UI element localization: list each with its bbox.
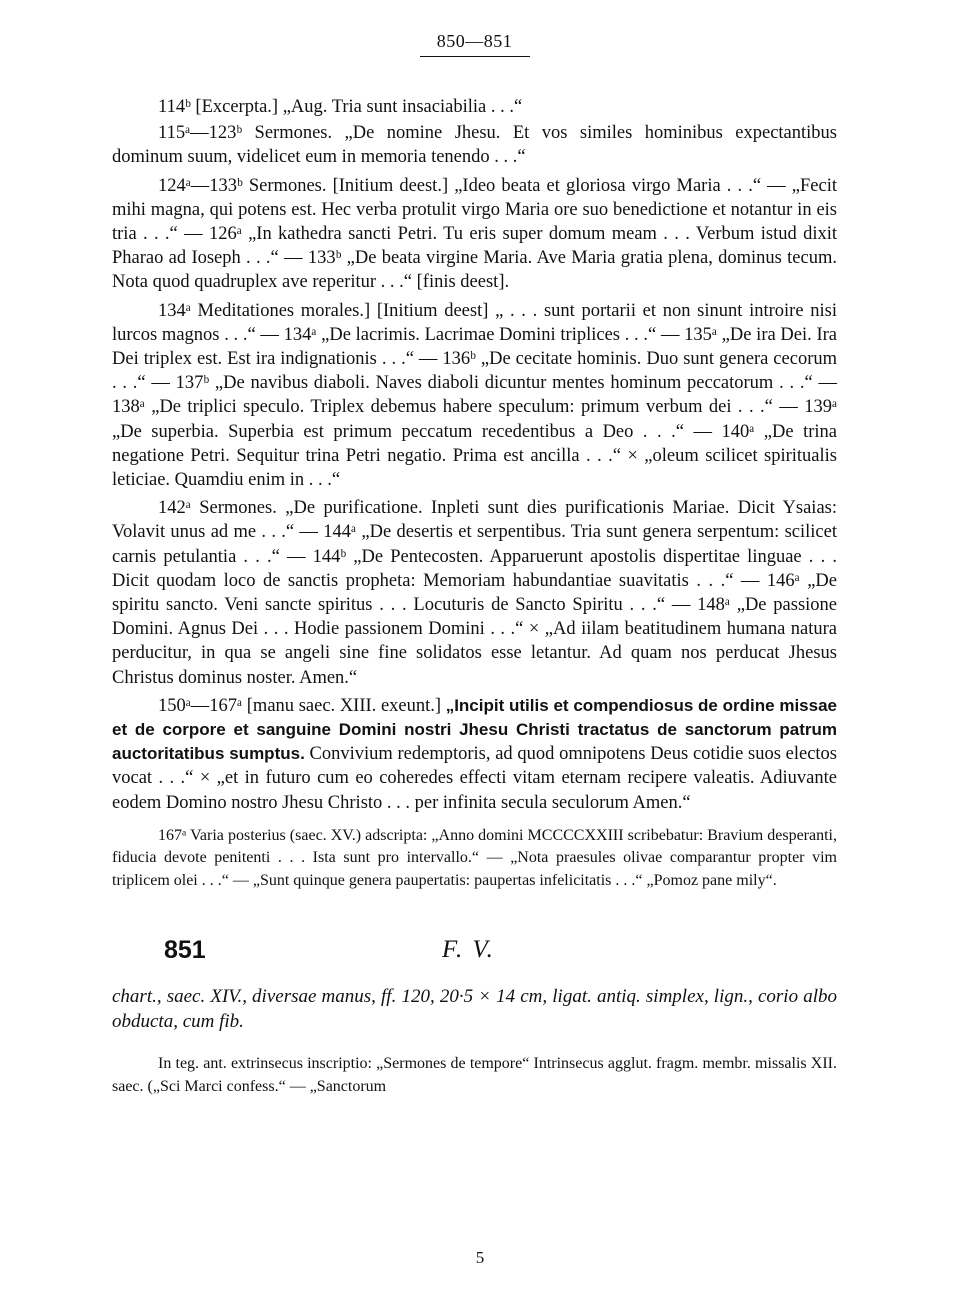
- entry-142a: 142ᵃ Sermones. „De purificatione. Inpleti sunt dies purificationis Mariae. Dicit Ysaias: Volavit unus ad me . . .“ — 144ᵃ „De desertis et serpentibus. Tria sunt genera serpentum: scilicet carnis petulantia . . .“ — 144ᵇ „De Pentecosten. Apparuerunt apostolis dispertitae linguae . . . Dicit quodam loco de sanctis propheta: Memoriam habundantiae suavitatis . . .“ — 146ᵃ „De spiritu sancto. Veni sancte spiritus . . . Locuturis de Sancto Spiritu . . .“ — 148ᵃ „De passione Domini. Agnus Dei . . . Hodie passionem Domini . . .“ × „Ad iilam beatitudinem humana natura perducitur, in qua se angeli sine fine solidatos esse letantur. Ad quam nos perducat Jhesus Christus dominus noster. Amen.“: [112, 498, 837, 688]
- entry-115a: 115ᵃ—123ᵇ Sermones. „De nomine Jhesu. Et vos similes hominibus expectantibus dominum suum, videlicet eum in memoria tenendo . . .“: [112, 123, 837, 168]
- running-head: 850—851: [436, 31, 513, 51]
- manuscript-shelfmark: F. V.: [442, 936, 495, 964]
- entries: [112, 95, 837, 892]
- page-body: [112, 28, 837, 1114]
- entry-150a-rest: Convivium redemptoris, ad quod omnipotens Deus cotidie suos electos vocat . . .“ × „et in futuro cum eo coheredes effecti vitam eternam recipere valeatis. Adiuvante eodem Domino nostro Jhesu Christo . . . per infinita secula seculorum Amen.“: [112, 744, 837, 813]
- entry-150a-lead: 150ᵃ—167ᵃ [manu saec. XIII. exeunt.]: [158, 695, 446, 716]
- manuscript-text: In teg. ant. extrinsecus inscriptio: „Sermones de tempore“ Intrinsecus agglut. fragm. membr. missalis XII. saec. („Sci Marci confess.“ — „Sanctorum: [112, 1055, 837, 1095]
- manuscript-heading: [112, 932, 837, 972]
- entry-124a: 124ᵃ—133ᵇ Sermones. [Initium deest.] „Ideo beata et gloriosa virgo Maria . . .“ — „Fecit mihi magna, qui potens est. Hec verba protulit virgo Maria ore suo benedictione et notantur in eis tria . . .“ — 126ᵃ „In kathedra sancti Petri. Tu eris super domum meam . . . Verbum istud dixit Pharao ad Ioseph . . .“ — 133ᵇ „De beata virgine Maria. Ave Maria gratia plena, dominus tecum. Nota quod quadruplex ave reperitur . . .“ [finis deest].: [112, 175, 837, 293]
- entry-150a-title: „Incipit utilis et compendiosus de ordine missae et de corpore et sanguine Domini nostri Jhesu Christi tractatus de sanctorum patrum auctoritatibus sumptus.: [112, 695, 837, 764]
- entry-114b: 114ᵇ [Excerpta.] „Aug. Tria sunt insaciabilia . . .“: [158, 97, 523, 117]
- entry-134a: 134ᵃ Meditationes morales.] [Initium deest] „ . . . sunt portarii et non sinunt introire nisi lurcos magnos . . .“ — 134ᵃ „De lacrimis. Lacrimae Domini triplices . . .“ — 135ᵃ „De ira Dei. Ira Dei triplex est. Est ira indignationis . . .“ — 136ᵇ „De cecitate hominis. Duo sunt genera cecorum . . .“ — 137ᵇ „De navibus diaboli. Naves diaboli dicuntur mentes hominum peccatorum . . .“ — 138ᵃ „De triplici speculo. Triplex debemus habere speculum: primum verbum dei . . .“ — 139ᵃ „De superbia. Superbia est primum peccatum recedentibus a Deo . . .“ — 140ᵃ „De trina negatione Petri. Sequitur trina Petri negatio. Prima est ancilla . . .“ × „oleum scilicet spiritualis leticiae. Quamdiu enim in . . .“: [112, 300, 837, 491]
- manuscript-description: chart., saec. XIV., diversae manus, ff. 120, 20·5 × 14 cm, ligat. antiq. simplex, lign., corio albo obducta, cum fib.: [112, 986, 837, 1033]
- entry-150a: [112, 694, 837, 815]
- manuscript-number: 851: [164, 936, 206, 965]
- page-number: 5: [475, 1248, 485, 1267]
- entry-167a: 167ᵃ Varia posterius (saec. XV.) adscripta: „Anno domini MCCCCXXIII scribebatur: Bravium desperanti, fiducia devote penitenti . . . Ista sunt pro intervallo.“ — „Nota praesules olivae comparantur propter vim triplicem olei . . .“ — „Sunt quinque genera paupertatis: paupertas infelicitatis . . .“ „Pomoz pane mily“.: [112, 826, 837, 889]
- head-rule: [420, 56, 530, 57]
